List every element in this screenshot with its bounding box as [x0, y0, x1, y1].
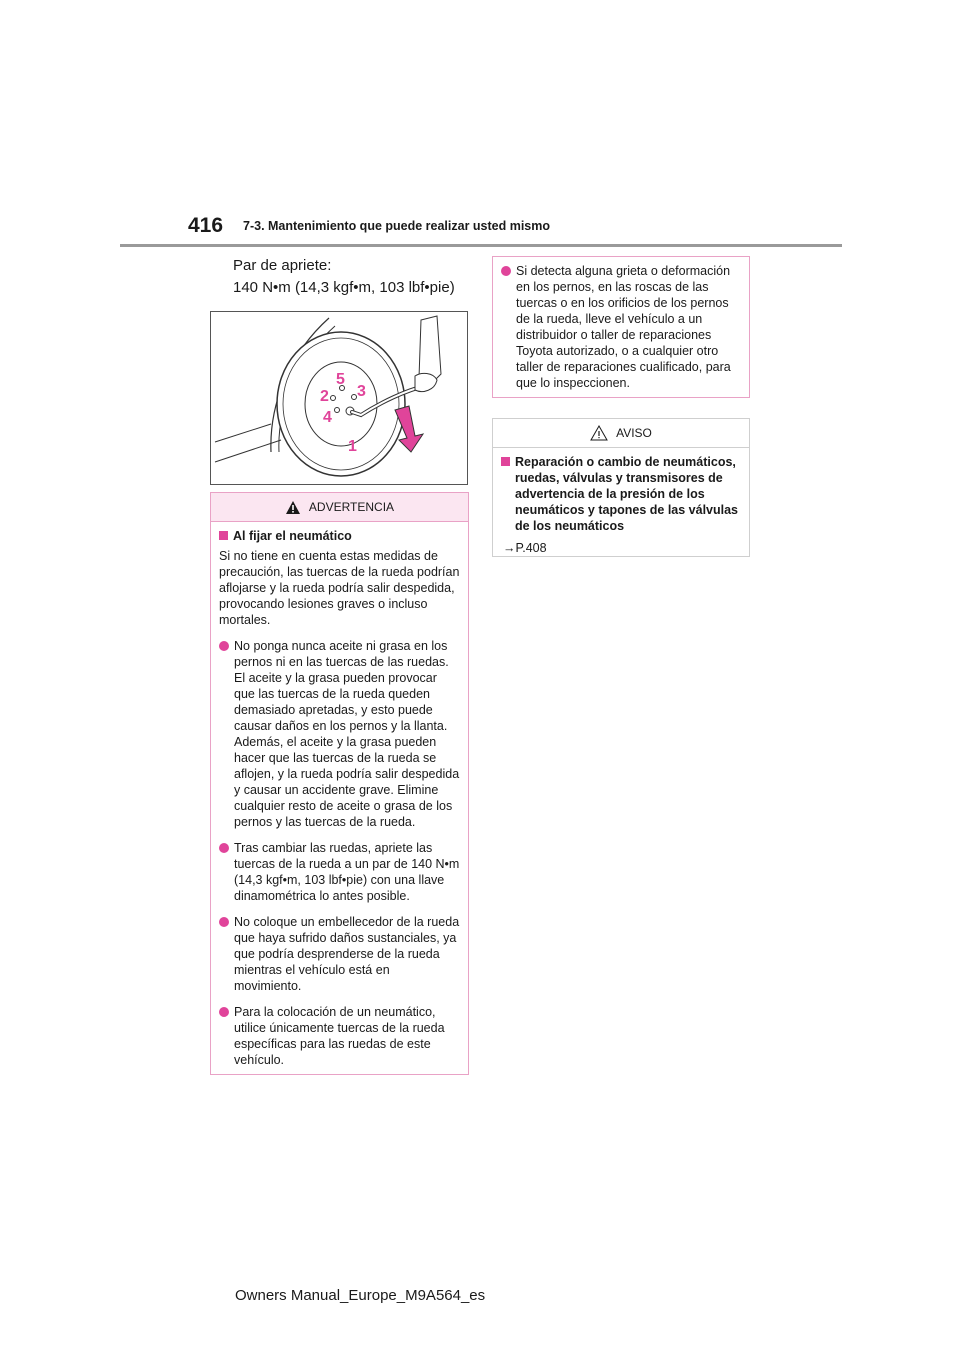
wheel-illustration-svg — [211, 312, 467, 484]
notice-subheading-text: Reparación o cambio de neumáticos, ruedas, válvulas y transmisores de advertencia de la presión de los neumáticos y tapones de las válvulas de los neumáticos — [515, 455, 739, 533]
notice-box-header — [493, 419, 749, 448]
round-bullet-icon — [219, 843, 229, 853]
warning-bullet — [501, 263, 741, 391]
notice-box-title: AVISO — [616, 426, 652, 440]
footer-text: Owners Manual_Europe_M9A564_es — [235, 1287, 486, 1304]
warning-bullet-text: Si detecta alguna grieta o deformación en los pernos, en las roscas de las tuercas o en los orificios de los pernos de la rueda, lleve el vehículo a un distribuidor o taller de reparaciones Toyota autorizado, o a cualquier otro taller de reparaciones cualificado, para que lo inspeccionen. — [516, 264, 731, 390]
notice-subheading — [501, 454, 741, 534]
page-reference-link[interactable]: →P.408 — [503, 541, 547, 555]
nut-number-5: 5 — [336, 371, 345, 388]
warning-box-title: ADVERTENCIA — [308, 500, 395, 514]
caution-triangle-icon — [590, 425, 608, 441]
square-bullet-icon — [501, 457, 510, 466]
warning-box-header — [211, 493, 468, 522]
warning-bullet-text: Para la colocación de un neumático, utilice únicamente tuercas de la rueda específicas para las ruedas de este vehículo. — [234, 1005, 445, 1067]
nut-number-3: 3 — [357, 383, 366, 400]
warning-bullet — [219, 914, 460, 994]
round-bullet-icon — [219, 1007, 229, 1017]
warning-subheading — [219, 528, 460, 544]
warning-subheading-text: Al fijar el neumático — [233, 529, 352, 543]
square-bullet-icon — [219, 531, 228, 540]
warning-bullet-text: Tras cambiar las ruedas, apriete las tuercas de la rueda a un par de 140 N•m (14,3 kgf•m, 103 lbf•pie) con una llave dinamométrica lo antes posible. — [234, 841, 460, 903]
page-number: 416 — [188, 214, 224, 237]
warning-bullet — [219, 638, 460, 830]
warning-bullet-text: No coloque un embellecedor de la rueda que haya sufrido daños sustanciales, ya que podría desprenderse de la rueda mientras el vehículo está en movimiento. — [234, 915, 460, 993]
warning-bullet-text: No ponga nunca aceite ni grasa en los pernos ni en las tuercas de las ruedas. El aceite y la grasa pueden provocar que las tuercas de la rueda queden demasiado apretadas, y esto puede causar daños en los pernos y la llanta. Además, el aceite y la grasa pueden hacer que las tuercas de la rueda se aflojen, y la rueda podría salir despedida y causar un accidente grave. Elimine cualquier resto de aceite o grasa de los pernos y las tuercas de la rueda. — [234, 639, 460, 829]
round-bullet-icon — [501, 266, 511, 276]
round-bullet-icon — [219, 917, 229, 927]
round-bullet-icon — [219, 641, 229, 651]
torque-label: Par de apriete: — [233, 257, 332, 274]
notice-box — [492, 418, 750, 557]
warning-continued-box — [492, 256, 750, 398]
nut-number-2: 2 — [320, 388, 329, 405]
wheel-nut-tightening-illustration — [210, 311, 468, 485]
header-rule — [120, 244, 842, 247]
torque-value: 140 N•m (14,3 kgf•m, 103 lbf•pie) — [233, 279, 455, 296]
section-title: 7-3. Mantenimiento que puede realizar usted mismo — [243, 219, 551, 233]
warning-triangle-icon — [285, 500, 301, 515]
warning-bullet — [219, 1004, 460, 1068]
nut-number-1: 1 — [348, 438, 357, 455]
warning-box — [210, 492, 469, 1075]
nut-number-4: 4 — [323, 409, 332, 426]
warning-bullet — [219, 840, 460, 904]
warning-intro: Si no tiene en cuenta estas medidas de precaución, las tuercas de la rueda podrían aflojarse y la rueda podría salir despedida, provocando lesiones graves o incluso mortales. — [219, 549, 460, 627]
